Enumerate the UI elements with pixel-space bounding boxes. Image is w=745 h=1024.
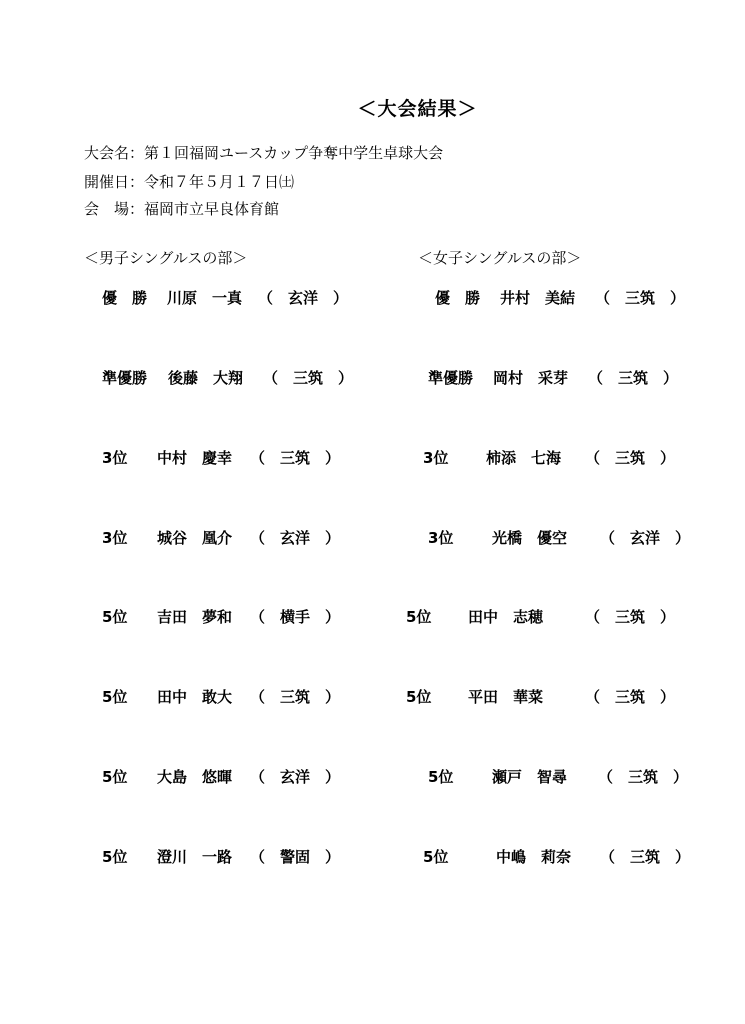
- team-name: （ 三筑 ）: [600, 848, 691, 866]
- player-name: 光橋 優空: [492, 529, 568, 547]
- player-name: 岡村 采芽: [493, 369, 569, 387]
- event-date-value: 令和７年５月１７日㈯: [144, 173, 295, 191]
- result-rank: 3位: [428, 529, 454, 547]
- result-rank: 5位: [423, 848, 449, 866]
- player-name: 川原 一真: [167, 289, 243, 307]
- event-name-label: 大会名：: [84, 144, 145, 162]
- player-name: 柿添 七海: [486, 449, 562, 467]
- result-rank: 準優勝: [102, 369, 148, 387]
- result-rank: 3位: [102, 449, 128, 467]
- team-name: （ 三筑 ）: [263, 369, 354, 387]
- result-rank: 5位: [102, 608, 128, 626]
- result-rank: 優 勝: [102, 289, 148, 307]
- player-name: 平田 華菜: [468, 688, 544, 706]
- event-venue-value: 福岡市立早良体育館: [144, 200, 280, 218]
- player-name: 田中 敢大: [157, 688, 233, 706]
- event-date-label: 開催日：: [84, 173, 145, 191]
- player-name: 澄川 一路: [157, 848, 233, 866]
- team-name: （ 三筑 ）: [585, 449, 676, 467]
- player-name: 後藤 大翔: [168, 369, 244, 387]
- result-rank: 5位: [102, 688, 128, 706]
- result-rank: 5位: [102, 768, 128, 786]
- player-name: 中村 慶幸: [157, 449, 233, 467]
- men-singles-heading: ＜男子シングルスの部＞: [84, 249, 248, 267]
- team-name: （ 三筑 ）: [585, 688, 676, 706]
- team-name: （ 三筑 ）: [598, 768, 689, 786]
- event-name-line: [84, 143, 443, 163]
- player-name: 吉田 夢和: [157, 608, 233, 626]
- player-name: 大島 悠暉: [157, 768, 233, 786]
- player-name: 城谷 凰介: [157, 529, 233, 547]
- team-name: （ 玄洋 ）: [250, 768, 341, 786]
- player-name: 中嶋 莉奈: [496, 848, 572, 866]
- result-rank: 優 勝: [435, 289, 481, 307]
- result-rank: 3位: [102, 529, 128, 547]
- event-venue-line: [84, 199, 279, 219]
- team-name: （ 玄洋 ）: [258, 289, 349, 307]
- event-date-line: [84, 172, 294, 192]
- result-rank: 5位: [102, 848, 128, 866]
- team-name: （ 三筑 ）: [585, 608, 676, 626]
- player-name: 井村 美結: [500, 289, 576, 307]
- result-rank: 準優勝: [428, 369, 474, 387]
- event-venue-label: 会 場：: [84, 200, 145, 218]
- result-rank: 3位: [423, 449, 449, 467]
- player-name: 田中 志穂: [468, 608, 544, 626]
- team-name: （ 三筑 ）: [595, 289, 686, 307]
- team-name: （ 三筑 ）: [250, 449, 341, 467]
- team-name: （ 玄洋 ）: [600, 529, 691, 547]
- team-name: （ 三筑 ）: [250, 688, 341, 706]
- page-title: ＜大会結果＞: [357, 98, 478, 120]
- event-name-value: 第１回福岡ユースカップ争奪中学生卓球大会: [144, 144, 444, 162]
- women-singles-heading: ＜女子シングルスの部＞: [418, 249, 582, 267]
- team-name: （ 警固 ）: [250, 848, 341, 866]
- result-rank: 5位: [406, 688, 432, 706]
- team-name: （ 三筑 ）: [588, 369, 679, 387]
- player-name: 瀬戸 智尋: [492, 768, 568, 786]
- result-rank: 5位: [406, 608, 432, 626]
- result-rank: 5位: [428, 768, 454, 786]
- team-name: （ 玄洋 ）: [250, 529, 341, 547]
- team-name: （ 横手 ）: [250, 608, 341, 626]
